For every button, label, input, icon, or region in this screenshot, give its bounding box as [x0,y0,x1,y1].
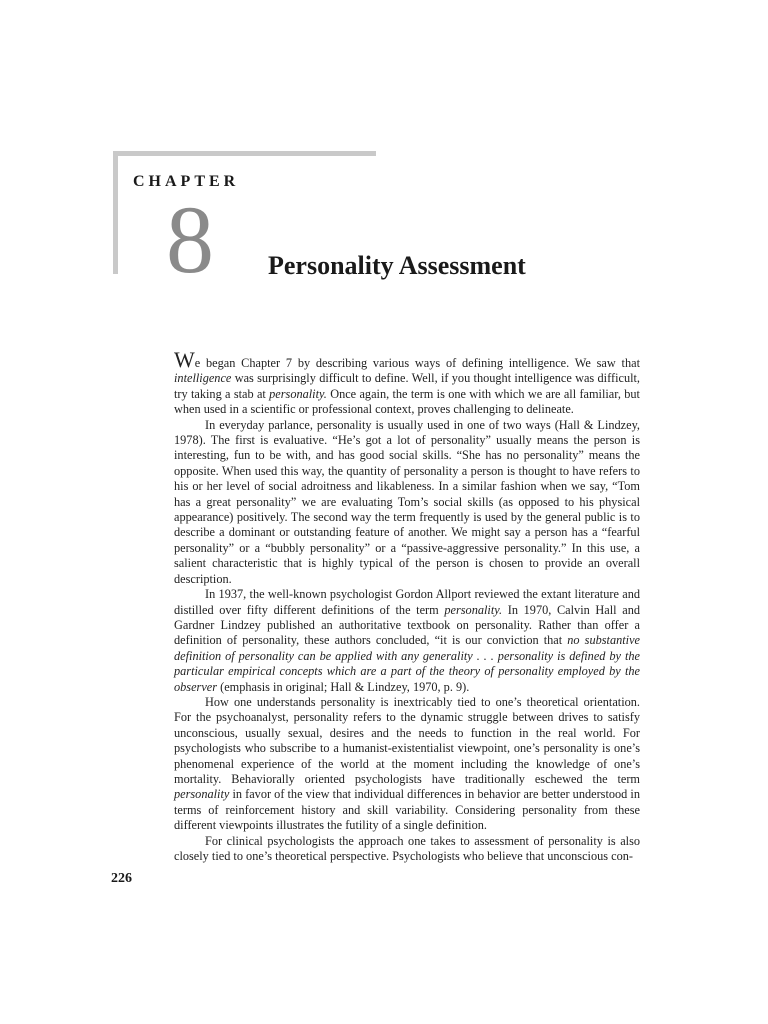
italic-text: intelligence [174,371,232,386]
body-paragraph [174,347,640,418]
text-run: In 1970, Calvin Hall and Gardner Lindzey published an authoritative textbook on personality. Rather than offer a definition of personality, these authors concluded, “it is our conviction that [174,602,640,648]
text-run: (emphasis in original; Hall & Lindzey, 1970, p. 9). [217,679,470,694]
italic-text: personality. [269,386,327,401]
chapter-body-text [174,347,640,864]
text-run: In everyday parlance, personality is usually used in one of two ways (Hall & Lindzey, 1978). The first is evaluative. “He’s got a lot of personality” usually means the person is interesting, fun to be with, and has good social skills. “She has no personality” means the opposite. When used this way, the quantity of personality a person is thought to have refers to his or her level of social adroitness and likableness. In a similar fashion when we say, “Tom has a great personality” we are evaluating Tom’s social skills (as opposed to his physical appearance) positively. The second way the term frequently is used by the general public is to describe a dominant or outstanding feature of another. We might say a person has a “fearful personality” or a “bubbly personality” or a “passive-aggressive personality.” In this use, a salient characteristic that is highly typical of the person is chosen to provide an overall description. [174,417,640,586]
body-paragraph [174,587,640,695]
italic-text: personality. [444,602,503,617]
body-paragraph [174,418,640,587]
text-run: e began Chapter 7 by describing various ways of defining intelligence. We saw that [194,356,640,370]
text-run: For clinical psychologists the approach one takes to assessment of personality is also closely tied to one’s theoretical perspective. Psychologists who believe that unconscious con- [174,833,640,863]
page-number: 226 [111,871,132,886]
chapter-label: CHAPTER [133,173,240,190]
text-run: in favor of the view that individual differences in behavior are better understood in terms of reinforcement history and skill variability. Considering personality from these different viewpoints illustrates the futility of a single definition. [174,787,640,833]
italic-text: no substantive definition of personality can be applied with any generality . . . personality is defined by the particular empirical concepts which are a part of the theory of personality employed by the observer [174,633,640,694]
drop-cap: W [174,347,195,372]
text-run: How one understands personality is inextricably tied to one’s theoretical orientation. For the psychoanalyst, personality refers to the dynamic struggle between drives to satisfy unconscious, usually sexual, desires and the needs to function in the real world. For psychologists who subscribe to a humanist-existentialist viewpoint, one’s personality is one’s phenomenal experience of the world at the moment including the knowledge of one’s mortality. Behaviorally oriented psychologists have traditionally eschewed the term [174,694,640,786]
italic-text: personality [174,787,230,802]
chapter-rule-left [113,151,118,274]
chapter-rule-top [113,151,376,156]
chapter-number: 8 [166,186,214,293]
text-run: Once again, the term is one with which we are all familiar, but when used in a scientific or professional context, proves challenging to delineate. [174,386,640,417]
body-paragraph [174,834,640,865]
chapter-title: Personality Assessment [268,251,526,280]
text-run: In 1937, the well-known psychologist Gordon Allport reviewed the extant literature and distilled over fifty different definitions of the term [174,587,640,617]
body-paragraph [174,695,640,834]
text-run: was surprisingly difficult to define. Well, if you thought intelligence was difficult, try taking a stab at [174,371,640,401]
